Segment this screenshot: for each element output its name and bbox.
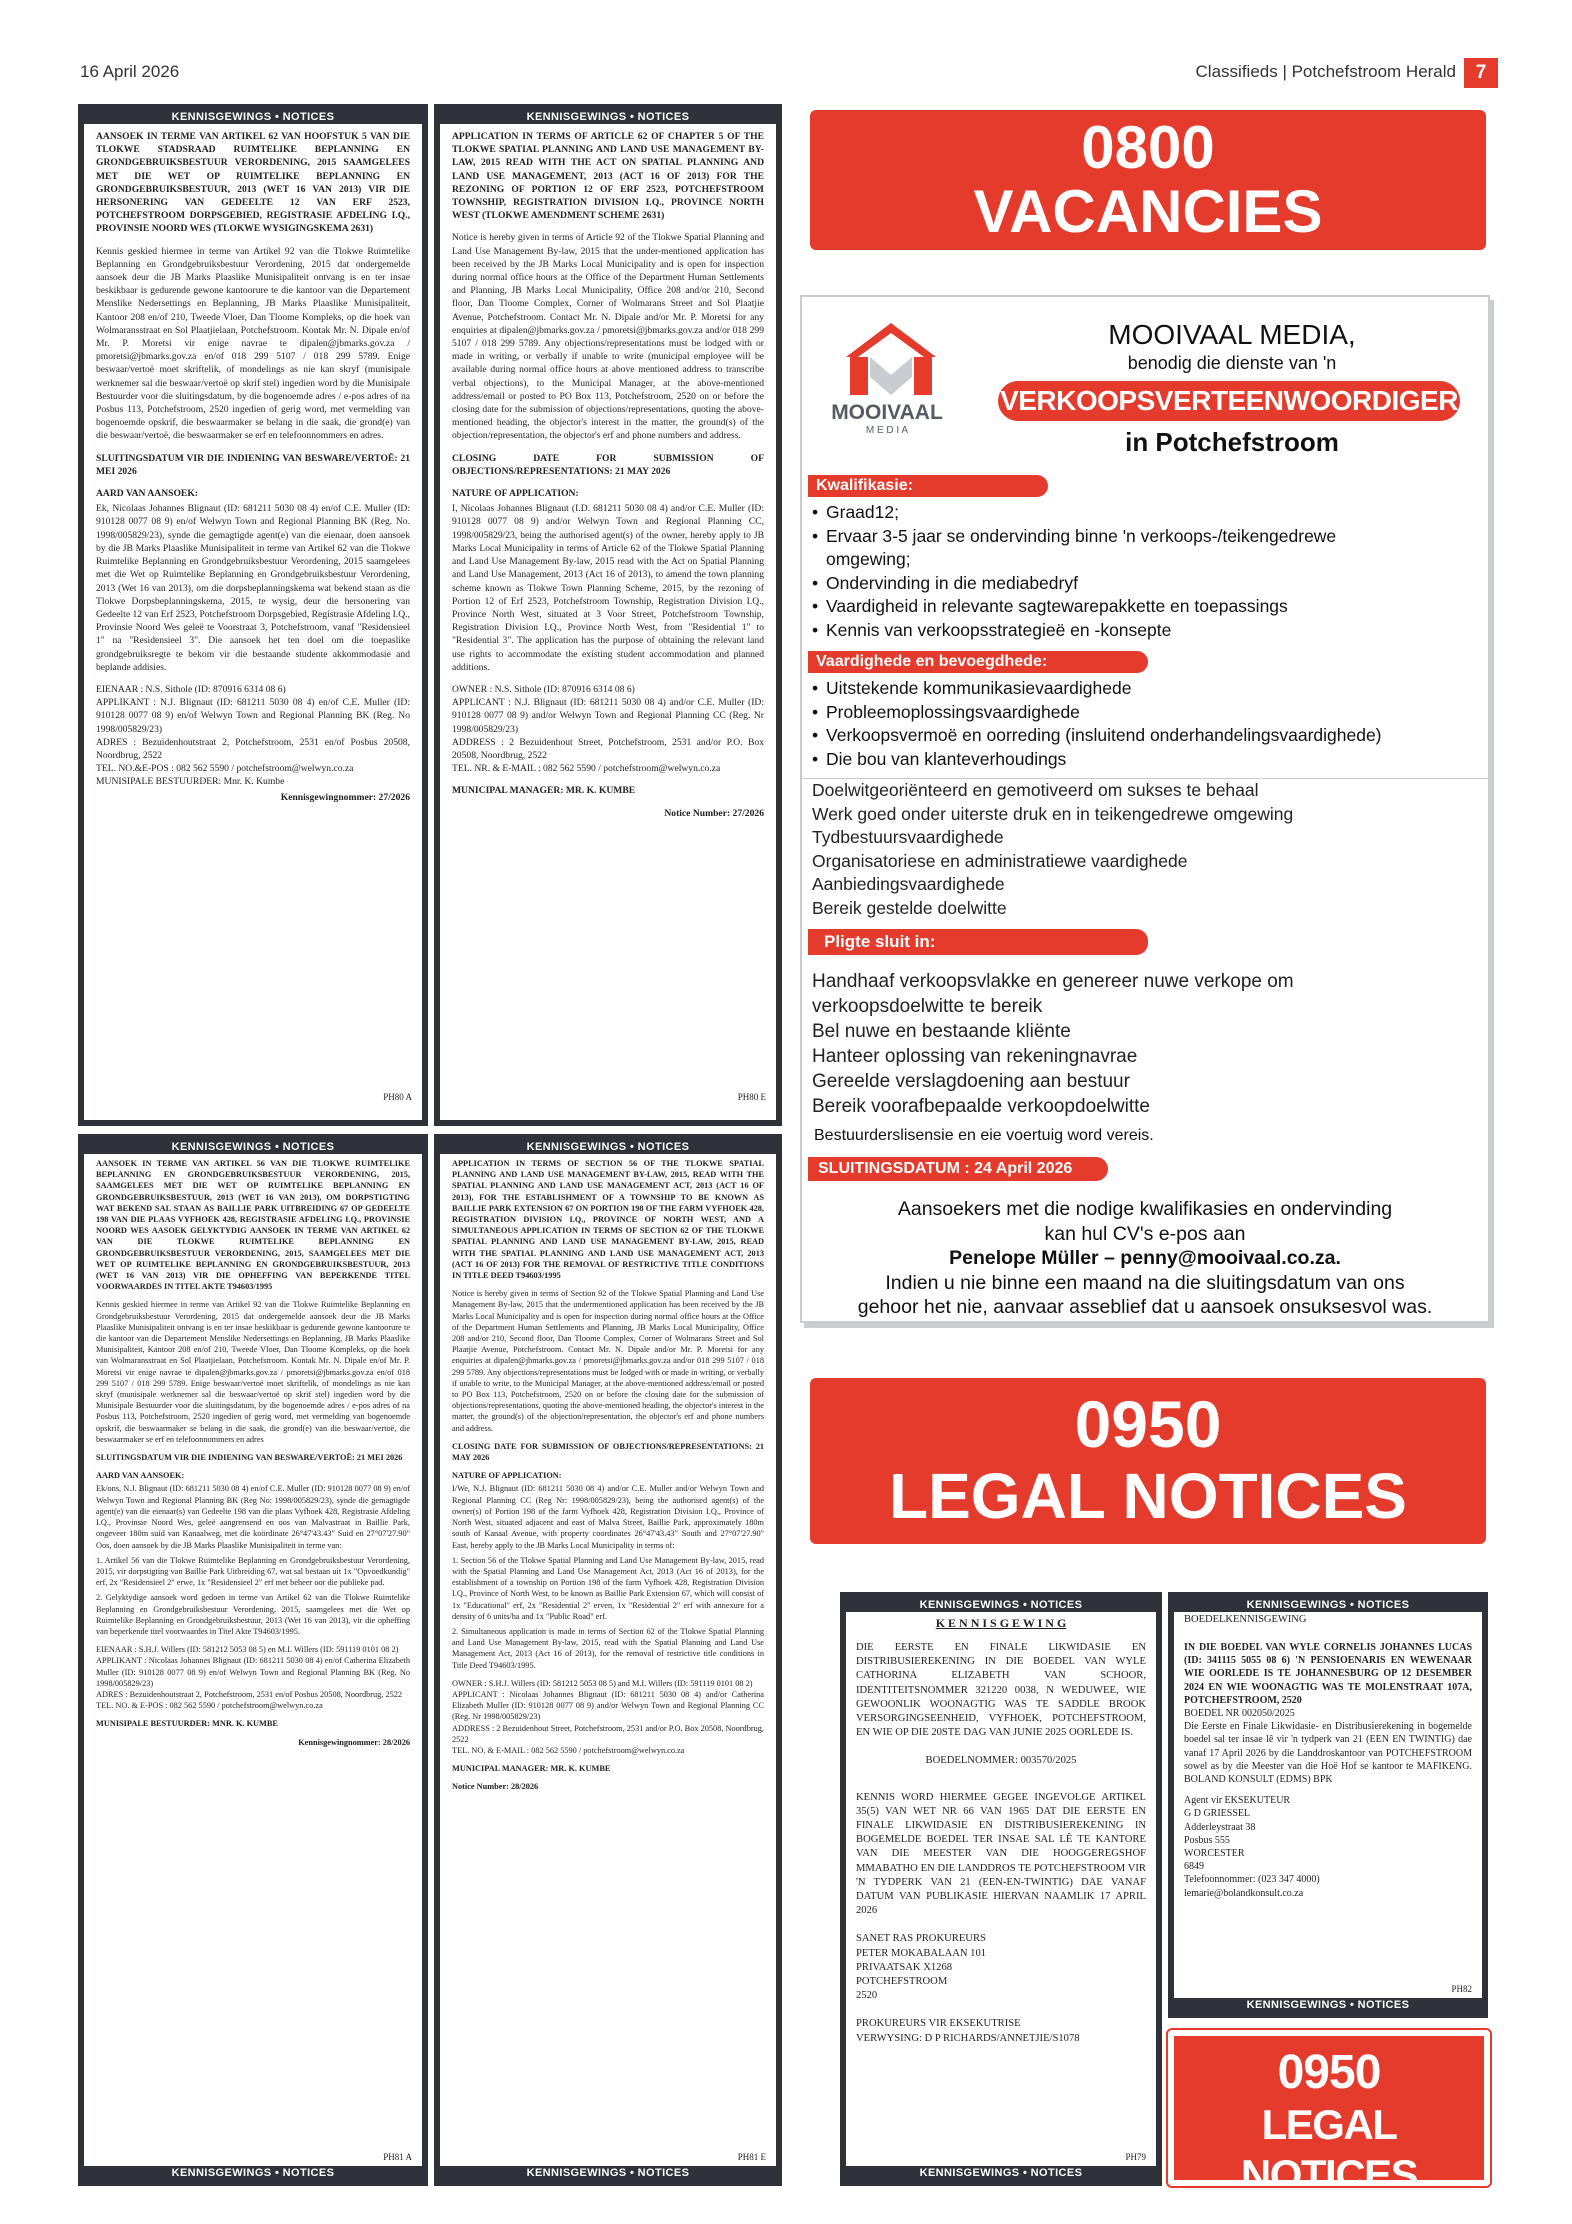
- notice-number: Notice Number: 28/2026: [452, 1782, 539, 1792]
- notice-contacts: EIENAAR : N.S. Sithole (ID: 870916 6314 08 6) APPLIKANT : N.J. Blignaut (ID: 681211 5030 08 4) en/of C.E. Muller (ID: 910128 0077 08 9) en/of Welwyn Town and Regional Planning BK (Reg. No 1998/005829/23) ADRES : Bezuidenhoutstraat 2, Potchefstroom, 2531 en/of Posbus 20508, Noordbrug, 2522 TEL. NO.&E-POS : 082 562 5590 / potchefstroom@welwyn.co.za MUNISIPALE BESTUURDER: Mnr. K. Kumbe: [96, 683, 410, 788]
- notice-reference: PH80 A: [383, 1092, 412, 1102]
- notice-title: BOEDELKENNISGEWING: [1184, 1614, 1307, 1625]
- vacancy-advert: [800, 295, 1490, 780]
- list-item: Gereelde verslagdoening aan bestuur: [812, 1071, 1130, 1092]
- position-title: VERKOOPSVERTEENWOORDIGER: [998, 381, 1460, 421]
- notice-manager: MUNISIPALE BESTUURDER: MNR. K. KUMBE: [96, 1719, 278, 1729]
- notice-closing-date: CLOSING DATE FOR SUBMISSION OF OBJECTIONS/REPRESENTATIONS: 21 MAY 2026: [452, 1441, 764, 1463]
- notice-estate-van-schoor: [840, 1592, 1162, 2186]
- skills-list: [812, 677, 1382, 771]
- notice-band: KENNISGEWINGS • NOTICES: [846, 1598, 1156, 1612]
- list-item: • Kennis van verkoopsstrategieë en -konsepte: [812, 619, 1336, 643]
- notice-reference: PH81 A: [383, 2152, 412, 2162]
- notice-closing-date: SLUITINGSDATUM VIR DIE INDIENING VAN BESWARE/VERTOË: 21 MEI 2026: [96, 452, 410, 477]
- list-item: Organisatoriese en administratiewe vaardighede: [812, 850, 1188, 871]
- attorney-address: SANET RAS PROKUREURS PETER MOKABALAAN 101 PRIVAATSAK X1268 POTCHEFSTROOM 2520: [856, 1933, 987, 2002]
- notice-number: Kennisgewingnommer: 28/2026: [298, 1737, 410, 1747]
- section-title: VACANCIES: [973, 178, 1323, 245]
- notice-body: [846, 1631, 1156, 2046]
- notice-estate-lucas: [1168, 1592, 1488, 2018]
- notice-band-bottom: KENNISGEWINGS • NOTICES: [846, 2166, 1156, 2180]
- notice-number: Kennisgewingnommer: 27/2026: [280, 791, 410, 803]
- skills-heading: Vaardighede en bevoegdhede:: [808, 651, 1148, 673]
- notice-band-bottom: KENNISGEWINGS • NOTICES: [440, 2166, 776, 2180]
- notice-closing-date: SLUITINGSDATUM VIR DIE INDIENING VAN BESWARE/VERTOË: 21 MEI 2026: [96, 1453, 403, 1463]
- notice-paragraph: Kennis geskied hiermee in terme van Artikel 92 van die Tlokwe Ruimtelike Beplanning en Grondgebruiksbestuur Verordening, 2015 dat ondergemelde aansoek deur die JB Marks Plaaslike Munisipaliteit ontvang is en ter insae beskikbaar is gedurende gewone kantoorure te die kantoor van die Departement Menslike Nedersettings en Beplanning, JB Marks Plaaslike Munisipaliteit, Kantoor 208 en/of 210, Tweede Vloer, Dan Tloome Kompleks, op die hoek van Wolmaransstraat en Sol Plaatjielaan, Potchefstroom. Kontak Mr. N. Dipale en/of Mr. P. Moretsi vir enige navrae te dipalen@jbmarks.gov.za / pmoretsi@jbmarks.gov.za en/of 018 299 5107 / 018 299 5789. Enige beswaar/vertoë moet skriftelik, of mondelings as nie kan skryf (munisipale werknemer sal die beswaar/vertoë op skrif stel) ingedien word by die Munisipale Bestuurder voor die sluitingsdatum, by die bogenoemde adres / e-pos adres of na Posbus 113, Potchefstroom, 2520 ingedien of gerig word, met vermelding van bogenoemde opskrif, die beswaarmaker se belang in die saak, die grond(e) van die beswaar/vertoë, die beswaarmaker se erf en telefoonnommers en adres.: [96, 245, 410, 442]
- notice-title: K E N N I S G E W I N G: [935, 1616, 1067, 1630]
- notice-band-bottom: KENNISGEWINGS • NOTICES: [1174, 1998, 1482, 2012]
- notice-paragraph: I/We, N.J. Blignaut (ID: 681211 5030 08 4) and/or C.E. Muller and/or Welwyn Town and Regional Planning CC (Reg Nr: 1998/005829/23), being the authorised agent(s) of the owner(s) of Portion 198 of the farm Vyfhoek 428, Registration Division I.Q., Province of North West, situated adjacent and east of Malva Street, Baillie Park, approximately 180m south of Kanaal Avenue, with property coordinates 26°47'43.43" South and 27°07'27.90" East, hereby apply to the JB Marks Local Municipality in terms of:: [452, 1484, 764, 1550]
- section-title: LEGAL NOTICES: [889, 1460, 1407, 1532]
- closing-date-banner: SLUITINGSDATUM : 24 April 2026: [808, 1157, 1108, 1181]
- list-item: • Die bou van klanteverhoudings: [812, 748, 1382, 772]
- notice-number: Notice Number: 27/2026: [664, 807, 764, 819]
- apply-instructions: [802, 1197, 1488, 1320]
- mooivaal-logo: [822, 317, 952, 437]
- contact-email[interactable]: Penelope Müller – penny@mooivaal.co.za.: [949, 1247, 1341, 1269]
- executor-details: Agent vir EKSEKUTEUR G D GRIESSEL Adderleystraat 38 Posbus 555 WORCESTER 6849 Telefoonnommer: (023 347 4000) lemarie@bolandkonsult.co.za: [1184, 1795, 1320, 1899]
- notice-body: [84, 124, 422, 804]
- notice-body: [440, 124, 776, 820]
- needs-line: benodig die dienste van 'n: [1127, 353, 1337, 373]
- notice-contacts: EIENAAR : S.H.J. Willers (ID: 581212 5053 08 5) en M.I. Willers (ID: 591119 0101 08 2) APPLIKANT : Nicolaas Johannes Blignaut (ID: 681211 5030 08 4) en/of Catherina Elizabeth Muller (ID: 910128 0077 08 9) en/of Welwyn Town and Regional Planning BK (Reg. No 1998/005829/23) ADRES : Bezuidenhoutstraat 2, Potchefstroom, 2531 en/of Posbus 20508, Noordbrug, 2522 TEL. NO. & E-POS : 082 562 5590 / potchefstroom@welwyn.co.za: [96, 1645, 410, 1711]
- notice-body: [1174, 1627, 1482, 1900]
- page-number: 7: [1464, 58, 1498, 88]
- notice-heading: APPLICATION IN TERMS OF SECTION 56 OF THE TLOKWE SPATIAL PLANNING AND LAND USE MANAGEMENT BY-LAW, 2015, READ WITH THE SPATIAL PLANNING AND LAND USE MANAGEMENT ACT, 2013 (ACT 16 OF 2013), FOR THE ESTABLISHMENT OF A TOWNSHIP TO BE KNOWN AS BAILLIE PARK EXTENSION 67 ON PORTION 198 OF THE FARM VYFHOEK 428, REGISTRATION DIVISION I.Q., PROVINCE OF NORTH WEST, AND A SIMULTANEOUS APPLICATION IN TERMS OF SECTION 62 OF THE TLOKWE SPATIAL PLANNING AND LAND USE MANAGEMENT BY-LAW, 2015, READ WITH THE SPATIAL PLANNING AND LAND USE MANAGEMENT ACT, 2013 (ACT 16 OF 2013) FOR THE REMOVAL OF RESTRICTIVE TITLE CONDITIONS IN TITLE DEED T94603/1995: [452, 1159, 764, 1281]
- list-item: • Probleemoplossingsvaardighede: [812, 701, 1382, 725]
- notice-paragraph: KENNIS WORD HIERMEE GEGEE INGEVOLGE ARTIKEL 35(5) VAN WET NR 66 VAN 1965 DAT DIE EERSTE EN FINALE LIKWIDASIE EN DISTRIBUSIEREKENING IN BOGEMELDE BOEDEL TER INSAE SAL LÊ TE KANTORE VAN DIE MEESTER VAN DIE HOOGGEREGSHOF MMABATHO EN DIE LANDDROS TE POTCHEFSTROOM VIR 'N TYDPERK VAN 21 (EEN-EN-TWINTIG) DAE VANAF DATUM VAN PUBLIKASIE HIERVAN NAAMLIK 17 APRIL 2026: [856, 1791, 1146, 1917]
- notice-subheading: AARD VAN AANSOEK:: [96, 1471, 185, 1481]
- qualifications-heading: Kwalifikasie:: [808, 475, 1048, 497]
- notice-paragraph: 2. Gelyktydige aansoek word gedoen in terme van Artikel 62 van die Tlokwe Ruimtelike Beplanning en Grondgebruiksbestuur Verordening, 2015, saamgelees met die Wet op Ruimtelike Beplanning en Grondgebruiksbestuur, 2013 (Wet 16 van 2013), vir die opheffing van beperkende titel voorwaardes in Titel Akte T94603/1995.: [96, 1593, 410, 1636]
- notice-reference: PH79: [1125, 2152, 1146, 2162]
- attorney-reference: PROKUREURS VIR EKSEKUTRISE VERWYSING: D P RICHARDS/ANNETJIE/S1078: [856, 2018, 1080, 2044]
- notice-paragraph: IN DIE BOEDEL VAN WYLE CORNELIS JOHANNES LUCAS (ID: 341115 5055 08 6) 'N PENSIOENARIS EN WEWENAAR WIE OORLEDE IS TE JOHANNESBURG OP 12 DESEMBER 2024 EN WIE WOONAGTIG WAS TE MOLENSTRAAT 107A, POTCHEFSTROOM, 2520: [1184, 1642, 1472, 1706]
- notice-rezoning-afrikaans: [78, 104, 428, 1126]
- logo-wordmark: MOOIVAAL: [831, 401, 943, 424]
- list-item: Aanbiedingsvaardighede: [812, 874, 1005, 894]
- vacancy-advert-continued: [800, 779, 1490, 1323]
- skills-list-continued: [812, 779, 1293, 920]
- list-item: • Verkoopsvermoë en oorreding (insluitend onderhandelingsvaardighede): [812, 724, 1382, 748]
- notice-subheading: AARD VAN AANSOEK:: [96, 488, 198, 500]
- notice-heading: APPLICATION IN TERMS OF ARTICLE 62 OF CHAPTER 5 OF THE TLOKWE SPATIAL PLANNING AND LAND USE MANAGEMENT BY-LAW, 2015 READ WITH THE ACT ON SPATIAL PLANNING AND LAND USE MANAGEMENT, 2013 (ACT 16 OF 2013) FOR THE REZONING OF PORTION 12 OF ERF 2523, POTCHEFSTROOM TOWNSHIP, REGISTRATION DIVISION I.Q., PROVINCE NORTH WEST (TLOKWE AMENDMENT SCHEME 2631): [452, 131, 764, 222]
- position-location: in Potchefstroom: [1125, 427, 1339, 457]
- list-item: • Uitstekende kommunikasievaardighede: [812, 677, 1382, 701]
- section-code: 0800: [1081, 114, 1215, 181]
- notice-reference: PH81 E: [737, 2152, 766, 2162]
- list-item: verkoopsdoelwitte te bereik: [812, 996, 1043, 1017]
- publication-name: Classifieds | Potchefstroom Herald: [1195, 62, 1456, 81]
- notice-reference: PH82: [1451, 1984, 1472, 1994]
- notice-band-bottom: KENNISGEWINGS • NOTICES: [84, 2166, 422, 2180]
- notice-paragraph: 1. Section 56 of the Tlokwe Spatial Planning and Land Use Management By-law, 2015, read with the Spatial Planning and Land Use Management Act, 2013 (Act 16 of 2013), for the establishment of a township on Portion 198 of the farm Vyfhoek 428, Registration Division I.Q., Province of North West, to be known as Baillie Park Extension 67, which will consist of 1x "Educational" erf, 2x "Residential 2" erven, 1x "Residential 2" erf with annexure for a density of 6 units/ha and 1x "Public Road" erf.: [452, 1555, 764, 1621]
- notice-paragraph: DIE EERSTE EN FINALE LIKWIDASIE EN DISTRIBUSIEREKENING IN DIE BOEDEL VAN WYLE CATHORINA ELIZABETH VAN SCHOOR, IDENTITEITSNOMMER 321220 0038, N WEDUWEE, WIE GEWOONLIK WOONAGTIG WAS TE SADDLE BROOK VERSORGINGSEENHEID, VYFHOEK, POTCHEFSTROOM, EN WIE OP DIE 20STE DAG VAN JUNIE 2025 OORLEDE IS.: [856, 1642, 1146, 1739]
- list-item: omgewing;: [826, 549, 911, 569]
- notice-body: [84, 1154, 422, 1748]
- notice-paragraph: I, Nicolaas Johannes Blignaut (I.D. 681211 5030 08 4) and/or C.E. Muller (ID: 910128 0077 08 9) and/or Welwyn Town and Regional Planning CC, 1998/005829/23, being the authorised agent(s) of the owner, hereby apply to JB Marks Local Municipality in terms of Article 62 of the Tlokwe Spatial Planning and Land Use Management By-law, 2015 read with the Act on Spatial Planning and Land Use Management, 2013 (Act 16 of 2013), to amend the town planning scheme known as Tlokwe Town Planning Scheme, 2015, by the rezoning of Portion 12 of Erf 2523, Potchefstroom Township, Registration Division I.Q., Province North West, situated at 3 Voor Street, Potchefstroom Township, Registration Division I.Q., Province North West, from "Residential 1" to "Residential 3". The application has the purpose of obtaining the relevant land use rights to accommodate the existing student accommodation and planned additions.: [452, 503, 764, 673]
- notice-contacts: OWNER : S.H.J. Willers (ID: 581212 5053 08 5) and M.I. Willers (ID: 591119 0101 08 2) APPLICANT : Nicolaas Johannes Blignaut (ID: 681211 5030 08 4) and/or Catherina Elizabeth Muller (ID: 910128 0077 08 9) and/or Welwyn Town and Regional Planning CC (Reg. Nr 1998/005829/23) ADDRESS : 2 Bezuidenhout Street, Potchefstroom, 2531 and/or P.O. Box 20508, Noordbrug, 2522 TEL. NO. & E-MAIL : 082 562 5590 / potchefstroom@welwyn.co.za: [452, 1678, 764, 1755]
- apply-line: Indien u nie binne een maand na die sluitingsdatum van ons: [885, 1271, 1405, 1294]
- list-item: • Ervaar 3-5 jaar se ondervinding binne 'n verkoops-/teikengedrewe: [812, 525, 1336, 549]
- notice-manager: MUNICIPAL MANAGER: MR. K. KUMBE: [452, 785, 636, 797]
- list-item: Bereik voorafbepaalde verkoopdoelwitte: [812, 1096, 1150, 1117]
- notice-band: KENNISGEWINGS • NOTICES: [84, 110, 422, 124]
- notice-paragraph: Ek/ons, N.J. Blignaut (ID: 681211 5030 08 4) en/of C.E. Muller (ID: 910128 0077 08 9) en/of Welwyn Town and Regional Planning BK (Reg No: 1998/005829/23), synde die gemagtigde agent(e) van die eienaar(s) van Gedeelte 198 van die plaas Vyfhoek 428, Registrasie Afdeling I.Q., Provinsie Noord Wes, geleë aangrensend en oos van Malvastraat in Baillie Park, ongeveer 180m suid van Kanaalweg, met die koördinate 26°47'43.43" Suid en 27°07'27.90" Oos, doen aansoek by die JB Marks Plaaslike Munisipaliteit in terme van:: [96, 1484, 410, 1550]
- section-heading-legal-notices: [810, 1378, 1486, 1544]
- list-item: Handhaaf verkoopsvlakke en genereer nuwe verkope om: [812, 971, 1294, 992]
- house-logo-icon: [836, 317, 946, 397]
- list-item: Bel nuwe en bestaande kliënte: [812, 1021, 1071, 1042]
- notice-paragraph: Ek, Nicolaas Johannes Blignaut (ID: 681211 5030 08 4) en/of C.E. Muller (ID: 910128 0077 08 9) en/of Welwyn Town and Regional Planning BK (Reg. No. 1998/005829/23), synde die gemagtigde agent(e) van die eienaar, doen aansoek by die JB Marks Plaaslike Munisipaliteit in terme van Artikel 62 van die Tlokwe Ruimtelike Beplanning en Grondgebruiksbestuur Verordening, 2015 saamgelees met die Wet op Ruimtelike Beplanning en Grondgebruiksbestuur Verordening, 2013 (Wet 16 van 2013), om die dorpsbeplanningskema wat bekend staan as die Tlokwe Dorpsbeplanningskema, 2015, te wysig, deur die hersonering van Gedeelte 12 van Erf 2523, Potchefstroom Dorpsgebied, Registrasie Afdeling I.Q., Provinsie Noord Wes geleë te Voorstraat 3, Potchefstroom, vanaf "Residensieel 1" na "Residensieel 3". Die aansoek het ten doel om die toepaslike grondgebruiksregte te bekom vir die bestaande studente akkommodasie and beplande addisies.: [96, 503, 410, 673]
- notice-subheading: NATURE OF APPLICATION:: [452, 488, 579, 500]
- logo-subtitle: M E D I A: [865, 425, 909, 436]
- notice-heading: AANSOEK IN TERME VAN ARTIKEL 62 VAN HOOFSTUK 5 VAN DIE TLOKWE STADSRAAD RUIMTELIKE BEPLANNING EN GRONDGEBRUIKSBESTUUR VERORDENING, 2015 SAAMGELEES MET DIE WET OP RUIMTELIKE BEPLANNING EN GRONDGEBRUIKSBESTUUR, 2013 (WET 16 VAN 2013) VIR DIE HERSONERING VAN GEDEELTE 12 VAN ERF 2523, POTCHEFSTROOM DORPSGEBIED, REGISTRASIE AFDELING I.Q., PROVINSIE NOORD WES (TLOKWE WYSIGINGSKEMA 2631): [96, 131, 410, 235]
- license-requirement: Bestuurderslisensie en eie voertuig word vereis.: [814, 1127, 1154, 1144]
- section-heading-legal-notices-small: [1168, 2030, 1490, 2198]
- list-item: Doelwitgeoriënteerd en gemotiveerd om sukses te behaal: [812, 780, 1259, 800]
- notice-band: KENNISGEWINGS • NOTICES: [84, 1140, 422, 1154]
- list-item: Tydbestuursvaardighede: [812, 827, 1004, 847]
- apply-line: Aansoekers met die nodige kwalifikasies en ondervinding: [897, 1198, 1393, 1220]
- notice-paragraph: 1. Artikel 56 van die Tlokwe Ruimtelike Beplanning en Grondgebruiksbestuur Verordening, 2015, vir dorpstigting van Baillie Park Uitbreiding 67, wat sal bestaan uit 1x "Opvoedkundig" erf, 2x "Residensieel 2" erwe, 1x "Residensieel 2" erf met beheer oor die publieke pad.: [96, 1555, 410, 1588]
- notice-paragraph: 2. Simultaneous application is made in terms of Section 62 of the Tlokwe Spatial Planning and Land Use Management By-law, 2015, read with the Spatial Planning and Land Use Management Act, 2013 (Act 16 of 2013), for the removal of restrictive title conditions in Title Deed T94603/1995.: [452, 1626, 764, 1670]
- notice-heading: AANSOEK IN TERME VAN ARTIKEL 56 VAN DIE TLOKWE RUIMTELIKE BEPLANNING EN GRONDGEBRUIKSBESTUUR VERORDENING, 2015, SAAMGELEES MET DIE WET OP RUIMTELIKE BEPLANNING EN GRONDGEBRUIKSBESTUUR, 2013 (WET 16 VAN 2013), OM DORPSTIGTING WAT BEKEND SAL STAAN AS BAILLIE PARK UITBREIDING 67 OP GEDEELTE 198 VAN DIE PLAAS VYFHOEK 428, REGISTRASIE AFDELING I.Q., PROVINSIE NOORD WES AASOEK GELYKTYDIG AANSOEK IN TERME VAN ARTIKEL 62 VAN DIE TLOKWE RUIMTELIKE BEPLANNING EN GRONDGEBRUIKSBESTUUR VERORDENING, 2015, SAAMGELEES MET DIE WET OP RUIMTELIKE BEPLANNING EN GRONDGEBRUIKSBESTUUR, 2013 (WET 16 VAN 2013) VIR DIE OPHEFFING VAN BEPERKENDE TITEL VOORWAARDES IN TITEL AKTE T94603/1995: [96, 1159, 410, 1292]
- list-item: • Ondervinding in die mediabedryf: [812, 572, 1336, 596]
- notice-closing-date: CLOSING DATE FOR SUBMISSION OF OBJECTIONS/REPRESENTATIONS: 21 MAY 2026: [452, 452, 764, 477]
- notice-rezoning-english: [434, 104, 782, 1126]
- list-item: • Vaardigheid in relevante sagtewarepakkette en toepassings: [812, 595, 1336, 619]
- section-code: 0950: [1074, 1387, 1222, 1461]
- issue-date: 16 April 2026: [80, 62, 180, 81]
- section-title: LEGAL NOTICES: [1240, 2101, 1418, 2198]
- apply-line: kan hul CV's e-pos aan: [1044, 1222, 1246, 1245]
- notice-manager: MUNICIPAL MANAGER: MR. K. KUMBE: [452, 1764, 611, 1774]
- duties-heading: Pligte sluit in:: [808, 929, 1148, 955]
- notice-township-english: [434, 1134, 782, 2186]
- list-item: Werk goed onder uiterste druk en in teikengedrewe omgewing: [812, 803, 1294, 824]
- list-item: Hanteer oplossing van rekeningnavrae: [812, 1046, 1138, 1067]
- qualifications-list: [812, 501, 1336, 642]
- notice-paragraph: Notice is hereby given in terms of Article 92 of the Tlokwe Spatial Planning and Land Use Management By-law, 2015 that the under-mentioned application has been received by the JB Marks Local Municipality and is open for inspection during normal office hours at the Office of the Department Human Settlements and Planning, JB Marks Local Municipality, Office 208 and/or 210, Second floor, Dan Tloome Complex, Corner of Wolmarans Street and Sol Plaatjie Avenue, Potchefstroom. Contact Mr. N. Dipale and/or Mr. P. Moretsi for any enquiries at dipalen@jbmarks.gov.za / pmoretsi@jbmarks.gov.za and/or 018 299 5107 / 018 299 5789. Any objections/representations must be lodged with or made in writing, or verbally if unable to write (municipal employee will be available during normal office hours at above mentioned address to transcribe verbal objections), to the Municipal Manager, at the above-mentioned address/email or posted to PO Box 113, Potchefstroom, 2520 on or before the closing date for the submission of objections/representations, quoting the above-mentioned heading, the objector's interest in the matter, the ground(s) of the objection/representation, the objector's erf and phone numbers and address.: [452, 232, 764, 442]
- notice-band: KENNISGEWINGS • NOTICES: [1174, 1598, 1482, 1612]
- notice-body: [440, 1154, 776, 1793]
- notice-band: KENNISGEWINGS • NOTICES: [440, 110, 776, 124]
- notice-paragraph: BOEDEL NR 002050/2025 Die Eerste en Finale Likwidasie- en Distribusierekening in bogemelde boedel sal ter insae lê vir 'n tydperk van 21 (EEN EN TWINTIG) dae vanaf 17 April 2026 by die Landdroskantoor van POTCHEFSTROOM sowel as by die Meester van die Hoë Hof se kantoor te MAFIKENG. BOLAND KONSULT (EDMS) BPK: [1184, 1708, 1472, 1786]
- notice-reference: PH80 E: [737, 1092, 766, 1102]
- notice-paragraph: Notice is hereby given in terms of Section 92 of the Tlokwe Spatial Planning and Land Use Management By-law, 2015 that the undermentioned application has been received by the JB Marks Local Municipality and is open for inspection during normal office hours at the Office of the Department Human Settlements and Planning, JB Marks Local Municipality, Office 208 and/or 210, Second floor, Dan Tloome Complex, Corner of Wolmarans Street and Sol Plaatjie Avenue, Potchefstroom. Contact Mr. N. Dipale and/or Mr. P. Moretsi for any enquiries at dipalen@jbmarks.gov.za / pmoretsi@jbmarks.gov.za and/or 018 299 5107 / 018 299 5789. Any objections/representations must be lodged with or made in writing, or verbally if unable to write, to the Municipal Manager, at the above-mentioned address/email or posted to PO Box 113, Potchefstroom, 2520 on or before the closing date for the submission of objections/representations, quoting the above-mentioned heading, the objector's interest in the matter, the ground(s) of the objection/representation, the objector's erf and phone numbers and address.: [452, 1289, 764, 1433]
- list-item: Bereik gestelde doelwitte: [812, 897, 1007, 918]
- section-heading-vacancies: [810, 110, 1486, 250]
- section-code: 0950: [1277, 2046, 1381, 2099]
- apply-line: gehoor het nie, aanvaar asseblief dat u aansoek onsuksesvol was.: [857, 1296, 1433, 1318]
- notice-contacts: OWNER : N.S. Sithole (ID: 870916 6314 08 6) APPLICANT : N.J. Blignaut (ID: 681211 5030 08 4) and/or C.E. Muller (ID: 910128 0077 08 9) and/or Welwyn Town and Regional Planning CC (Reg. Nr 1998/005829/23) ADDRESS : 2 Bezuidenhout Street, Potchefstroom, 2531 and/or P.O. Box 20508, Noordbrug, 2522 TEL. NR. & E-MAIL : 082 562 5590 / potchefstroom@welwyn.co.za: [452, 683, 764, 775]
- company-name: MOOIVAAL MEDIA,: [1108, 319, 1356, 350]
- notice-township-afrikaans: [78, 1134, 428, 2186]
- duties-list: [812, 969, 1294, 1119]
- estate-number: BOEDELNOMMER: 003570/2025: [925, 1755, 1077, 1767]
- notice-subheading: NATURE OF APPLICATION:: [452, 1471, 562, 1481]
- list-item: • Graad12;: [812, 501, 1336, 525]
- notice-paragraph: Kennis geskied hiermee in terme van Artikel 92 van die Tlokwe Ruimtelike Beplanning en Grondgebruiksbestuur Verordening, 2015 dat ondergemelde aansoek deur die JB Marks Plaaslike Munisipaliteit ontvang is en ter insae beskikbaar is gedurende gewone kantoorure te die kantoor van die Departement Menslike Nedersettings en Beplanning, JB Marks Plaaslike Munisipaliteit, Kantoor 208 en/of 210, Tweede Vloer, Dan Tloome Kompleks, op die hoek van Wolmaransstraat en Sol Plaatjielaan, Potchefstroom. Kontak Mr. N. Dipale en/of Mr. P. Moretsi vir enige navrae te dipalen@jbmarks.gov.za / pmoretsi@jbmarks.gov.za en/of 018 299 5107 / 018 299 5789. Enige beswaar/vertoë moet skriftelik, of mondelings as nie kan skryf (munisipale werknemer sal die beswaar/vertoë op skrif stel) ingedien word by die Munisipale Bestuurder voor die sluitingsdatum, by die bogenoemde adres / e-pos adres of na Posbus 113, Potchefstroom, 2520 ingedien of gerig word, met vermelding van bogenoemde opskrif, die beswaarmaker se belang in die saak, die grond(e) van die beswaar/vertoë, die beswaarmaker se erf en telefoonnommers en adres: [96, 1300, 410, 1444]
- notice-band: KENNISGEWINGS • NOTICES: [440, 1140, 776, 1154]
